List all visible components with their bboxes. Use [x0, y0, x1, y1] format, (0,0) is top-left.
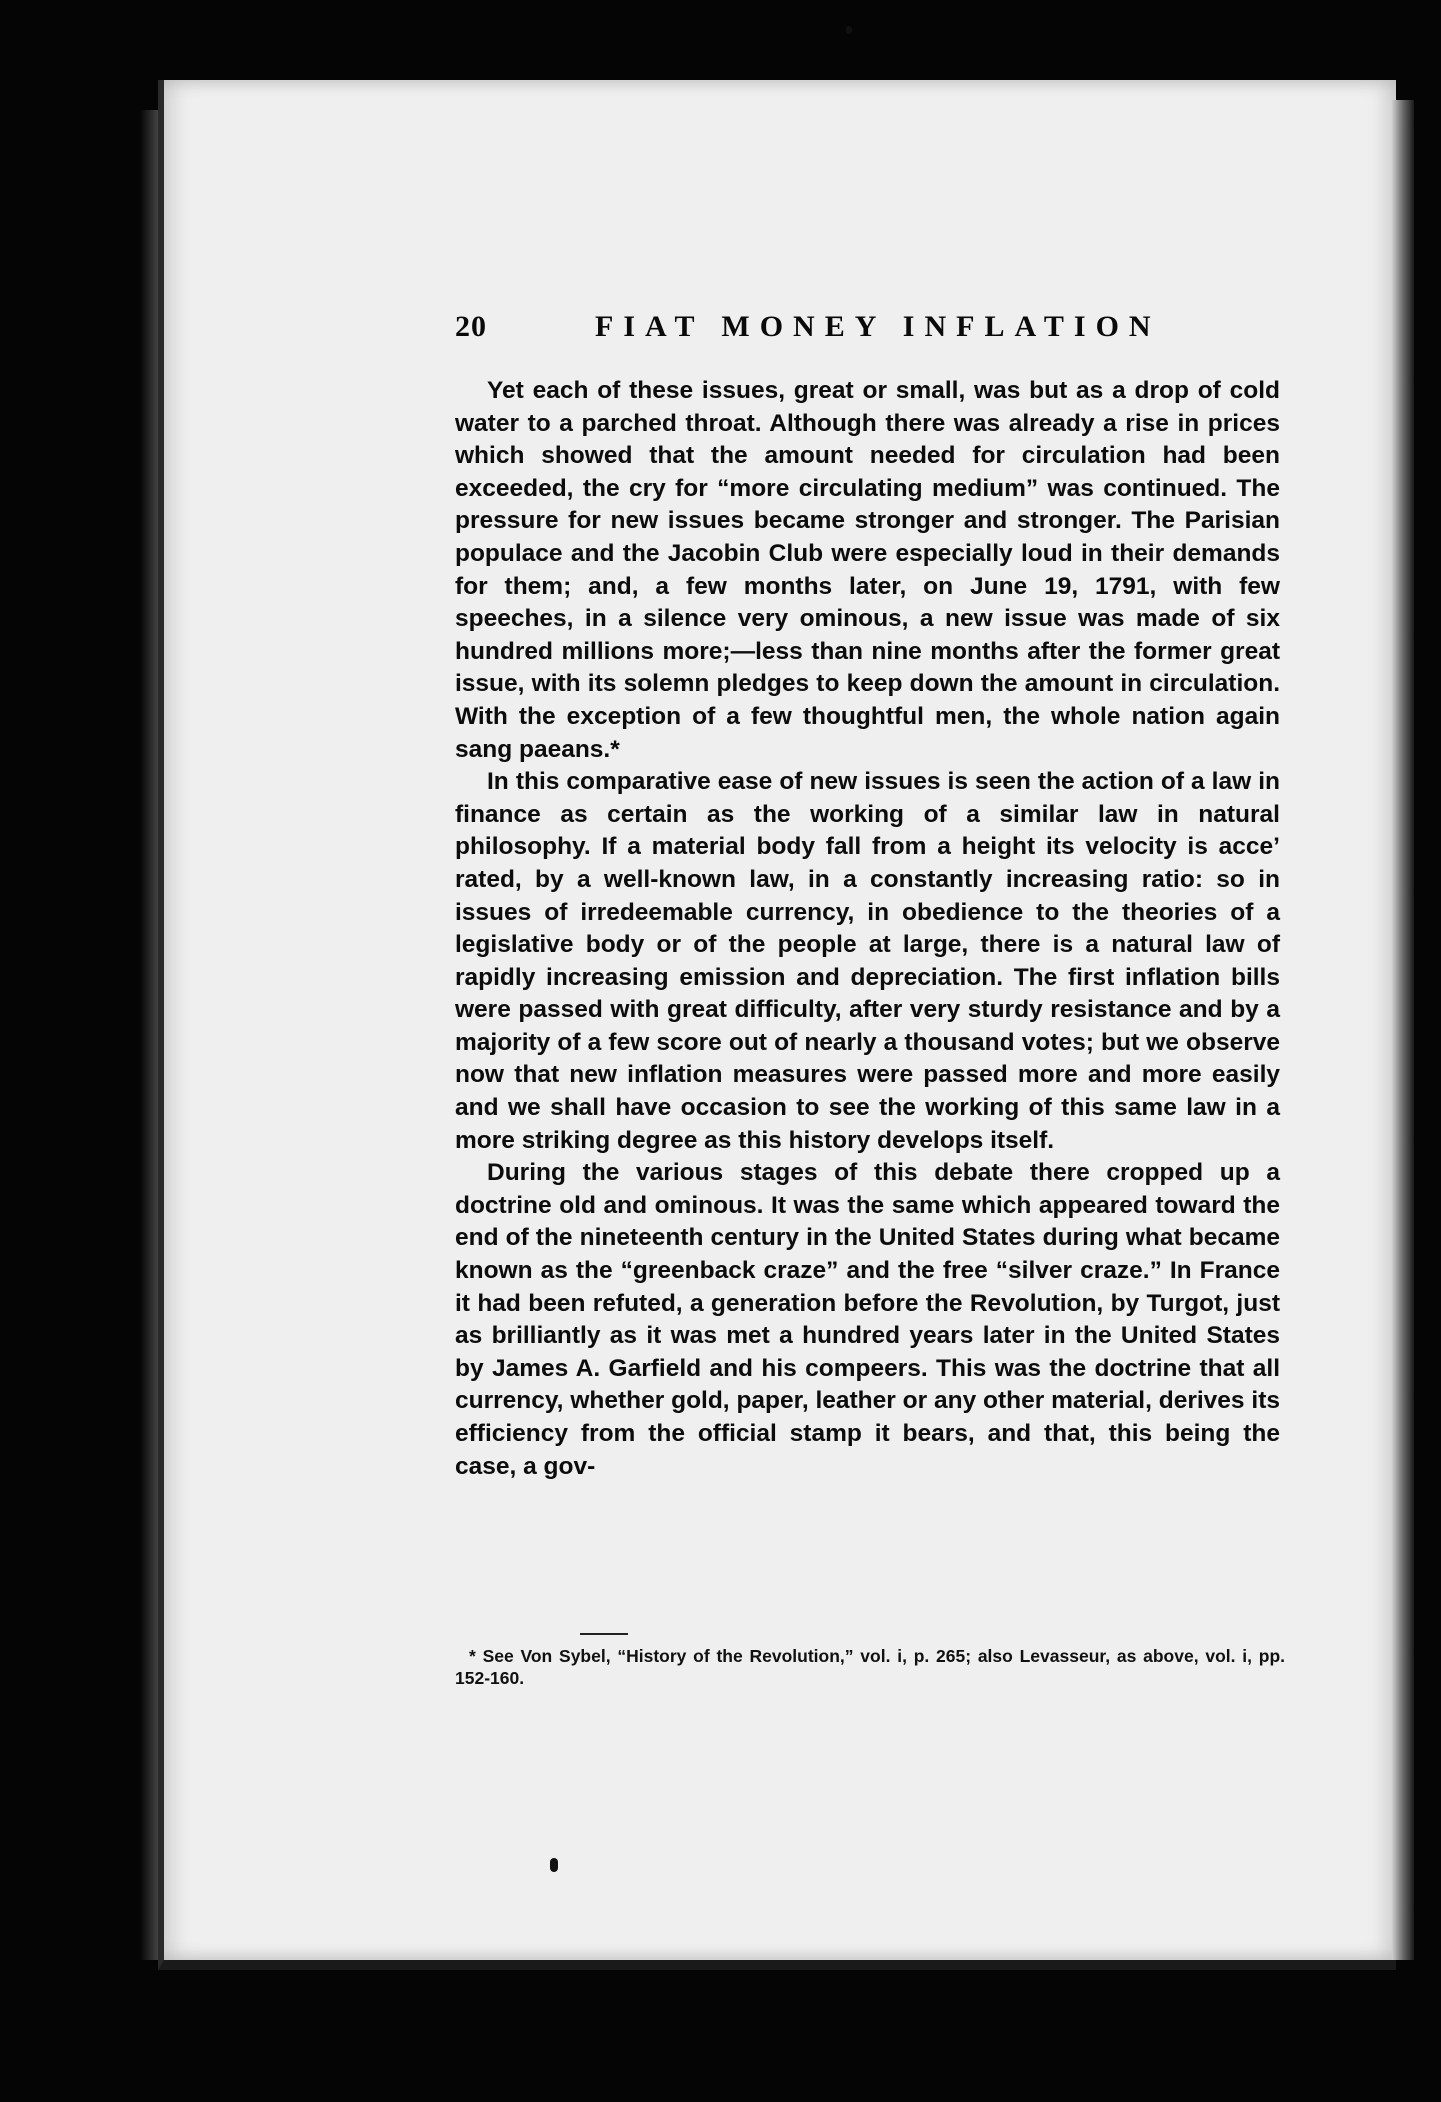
paragraph: Yet each of these issues, great or small, was but as a drop of cold water to a parched throat. Although there was already a rise in prices which showed that the amount needed for circulation had been exceeded, the cry for “more circulating medium” was continued. The pressure for new issues became stronger and stronger. The Parisian populace and the Jacobin Club were especially loud in their demands for them; and, a few months later, on June 19, 1791, with few speeches, in a silence very ominous, a new issue was made of six hundred millions more;—less than nine months after the former great issue, with its solemn pledges to keep down the amount in circulation. With the exception of a few thoughtful men, the whole nation again sang paeans.* — [455, 377, 1280, 763]
paragraph: During the various stages of this debate there cropped up a doctrine old and ominous. It was the same which appeared toward the end of the nineteenth century in the United States during what became known as the “greenback craze” and the free “silver craze.” In France it had been refuted, a generation before the Revolution, by Turgot, just as brilliantly as it was met a hundred years later in the United States by James A. Garfield and his compeers. This was the doctrine that all currency, whether gold, paper, leather or any other material, derives its efficiency from the official stamp it bears, and that, this being the case, a gov- — [455, 1159, 1280, 1480]
footnote-rule — [580, 1633, 628, 1635]
page-number: 20 — [455, 310, 487, 343]
page-shadow — [140, 110, 158, 1960]
running-title: FIAT MONEY INFLATION — [595, 310, 1161, 343]
footnote: * See Von Sybel, “History of the Revolution,” vol. i, p. 265; also Levasseur, as above, vol. i, pp. 152-160. — [455, 1646, 1285, 1688]
scan-speck — [846, 26, 852, 34]
running-header — [455, 310, 1285, 350]
body-text — [455, 375, 1280, 1483]
scan-speck — [550, 1858, 558, 1872]
page-edge — [1392, 100, 1414, 1960]
paragraph: In this comparative ease of new issues is seen the action of a law in finance as certain as the working of a similar law in natural philosophy. If a material body fall from a height its velocity is acce’ rated, by a well-known law, in a constantly increasing ratio: so in issues of irredeemable currency, in obedience to the theories of a legislative body or of the people at large, there is a natural law of rapidly increasing emission and depreciation. The first inflation bills were passed with great difficulty, after very sturdy resistance and by a majority of a few score out of nearly a thousand votes; but we observe now that new inflation measures were passed more and more easily and we shall have occasion to see the working of this same law in a more striking degree as this history develops itself. — [455, 768, 1280, 1154]
